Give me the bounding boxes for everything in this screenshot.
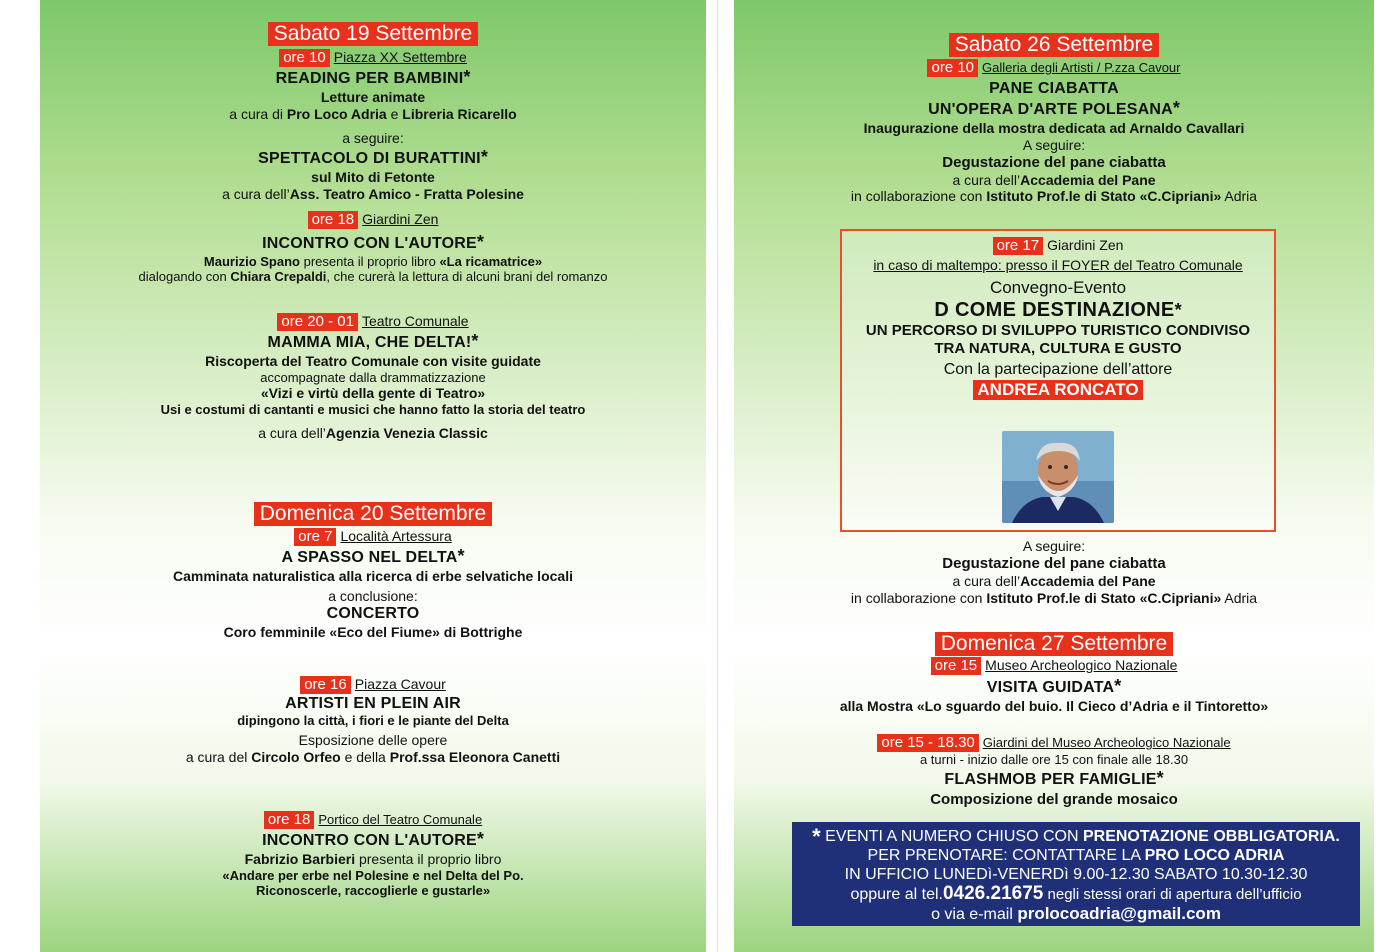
event-subtitle: TRA NATURA, CULTURA E GUSTO xyxy=(934,340,1182,358)
footer-line: PER PRENOTARE: CONTATTARE LA PRO LOCO ADRIA xyxy=(867,847,1285,864)
footer-hours: IN UFFICIO LUNEDì-VENERDì 9.00-12.30 SABATO 10.30-12.30 xyxy=(844,866,1308,883)
sat19-event2 xyxy=(40,210,706,285)
booking-asterisk: * xyxy=(457,546,465,567)
event-place: Galleria degli Artisti / P.zza Cavour xyxy=(982,60,1181,75)
event-title: ARTISTI EN PLEIN AIR xyxy=(285,695,461,713)
booking-asterisk: * xyxy=(476,829,484,850)
event-collaboration: in collaborazione con Istituto Prof.le di Stato «C.Cipriani» Adria xyxy=(850,188,1258,205)
event-time: ore 20 - 01 xyxy=(277,313,358,331)
booking-asterisk: * xyxy=(476,232,484,253)
event-place: Giardini del Museo Archeologico Nazionale xyxy=(982,735,1231,750)
event-description: Maurizio Spano presenta il proprio libro «La ricamatrice» xyxy=(203,253,543,269)
event-alt-location: in caso di maltempo: presso il FOYER del Teatro Comunale xyxy=(873,257,1243,274)
event-title: D COME DESTINAZIONE xyxy=(934,299,1175,322)
event-organizer: a cura dell’Ass. Teatro Amico - Fratta Polesine xyxy=(222,185,524,202)
booking-asterisk: * xyxy=(471,331,479,352)
booking-asterisk: * xyxy=(1172,98,1180,119)
event-description: a turni - inizio dalle ore 15 con finale alle 18.30 xyxy=(919,752,1189,768)
event-organizer: a cura del Circolo Orfeo e della Prof.ssa Eleonora Canetti xyxy=(185,748,561,765)
event-description: accompagnate dalla drammatizzazione xyxy=(260,369,486,385)
event-place: Giardini Zen xyxy=(1047,237,1124,253)
event-organizer: a cura di Pro Loco Adria e Libreria Ricarello xyxy=(229,105,517,122)
event-description: Fabrizio Barbieri presenta il proprio libro xyxy=(244,850,502,867)
event-followup: A seguire: xyxy=(1022,136,1086,153)
event-title: INCONTRO CON L'AUTORE xyxy=(262,832,477,850)
event-description: Degustazione del pane ciabatta xyxy=(942,153,1166,171)
sat26-after xyxy=(734,538,1374,606)
event-description: «Vizi e virtù della gente di Teatro» xyxy=(260,385,486,402)
event-time: ore 15 - 18.30 xyxy=(877,734,978,752)
event-place: Giardini Zen xyxy=(362,211,439,227)
event-time: ore 7 xyxy=(294,528,336,546)
booking-info-banner xyxy=(792,822,1360,926)
day-heading: Domenica 20 Settembre xyxy=(254,502,492,526)
sun27-event2 xyxy=(734,733,1374,809)
event-organizer: a cura dell’Agenzia Venezia Classic xyxy=(258,424,488,441)
event-place: Teatro Comunale xyxy=(361,313,469,329)
event-place: Località Artessura xyxy=(340,528,452,544)
event-kind: Convegno-Evento xyxy=(989,277,1127,297)
event-time: ore 10 xyxy=(927,59,978,77)
event-title: READING PER BAMBINI xyxy=(275,70,464,88)
booking-asterisk: * xyxy=(463,67,471,88)
event-followup: a conclusione: xyxy=(328,587,418,604)
event-title: A SPASSO NEL DELTA xyxy=(281,549,458,567)
event-time: ore 17 xyxy=(993,237,1044,255)
guest-name: ANDREA RONCATO xyxy=(973,380,1142,400)
sun20-event1 xyxy=(40,502,706,640)
actor-photo xyxy=(1002,431,1114,523)
day-heading: Sabato 19 Settembre xyxy=(268,22,478,46)
sun27-event1 xyxy=(734,632,1374,715)
event-subtitle: sul Mito di Fetonte xyxy=(311,168,435,185)
footer-email: o via e-mail prolocoadria@gmail.com xyxy=(931,904,1221,923)
event-time: ore 18 xyxy=(308,211,359,229)
booking-asterisk: * xyxy=(1174,300,1182,321)
sat19-event3 xyxy=(40,312,706,441)
sun20-event3 xyxy=(40,810,706,899)
day-heading: Sabato 26 Settembre xyxy=(949,33,1159,57)
event-description: Esposizione delle opere xyxy=(298,731,448,748)
event-followup: a seguire: xyxy=(342,130,404,147)
event-description: Degustazione del pane ciabatta xyxy=(942,554,1166,572)
event-time: ore 10 xyxy=(279,49,330,67)
booking-asterisk: * xyxy=(1114,676,1122,697)
event-description: Riscoperta del Teatro Comunale con visite guidate xyxy=(205,352,541,369)
event-title: PANE CIABATTA xyxy=(989,80,1119,98)
day-heading: Domenica 27 Settembre xyxy=(935,632,1173,656)
event-description: Coro femminile «Eco del Fiume» di Bottrighe xyxy=(223,623,523,640)
event-description: Riconoscerle, raccoglierle e gustarle» xyxy=(255,883,491,899)
event-description: Camminata naturalistica alla ricerca di erbe selvatiche locali xyxy=(173,567,573,584)
event-time: ore 18 xyxy=(264,811,315,829)
event-place: Piazza Cavour xyxy=(354,676,446,692)
event-guest-intro: Con la partecipazione dell’attore xyxy=(943,361,1173,379)
sat26-event1 xyxy=(734,33,1374,205)
event-time: ore 16 xyxy=(300,676,351,694)
event-title: FLASHMOB PER FAMIGLIE xyxy=(944,770,1157,788)
event-subtitle: Letture animate xyxy=(320,88,426,105)
footer-line: * EVENTI A NUMERO CHIUSO CON PRENOTAZIONE OBBLIGATORIA. xyxy=(812,824,1340,849)
event-title: CONCERTO xyxy=(326,605,420,623)
fold-line xyxy=(717,0,718,952)
booking-asterisk: * xyxy=(480,147,488,168)
page-fold xyxy=(712,0,728,952)
event-description: alla Mostra «Lo sguardo del buio. Il Cieco d’Adria e il Tintoretto» xyxy=(839,697,1269,714)
event-time: ore 15 xyxy=(931,657,982,675)
event-title: MAMMA MIA, CHE DELTA! xyxy=(267,334,472,352)
event-collaboration: in collaborazione con Istituto Prof.le di Stato «C.Cipriani» Adria xyxy=(850,589,1258,606)
event-description: Composizione del grande mosaico xyxy=(930,791,1178,809)
booking-asterisk: * xyxy=(1156,767,1164,788)
event-title: SPETTACOLO DI BURATTINI xyxy=(258,150,481,168)
event-description: Inaugurazione della mostra dedicata ad Arnaldo Cavallari xyxy=(863,119,1245,136)
event-place: Portico del Teatro Comunale xyxy=(318,812,483,827)
sun20-event2 xyxy=(40,675,706,766)
event-description: Usi e costumi di cantanti e musici che hanno fatto la storia del teatro xyxy=(160,401,586,417)
footer-phone: oppure al tel.0426.21675 negli stessi orari di apertura dell’ufficio xyxy=(850,883,1302,904)
left-page xyxy=(40,0,706,952)
event-description: dipingono la città, i fiori e le piante del Delta xyxy=(237,713,509,729)
event-organizer: a cura dell’Accademia del Pane xyxy=(952,171,1156,188)
event-place: Piazza XX Settembre xyxy=(333,49,467,65)
event-followup: A seguire: xyxy=(1022,538,1086,554)
event-title: INCONTRO CON L'AUTORE xyxy=(262,235,477,253)
sat19-event1 xyxy=(40,22,706,202)
event-organizer: a cura dell’Accademia del Pane xyxy=(952,572,1156,589)
event-place: Museo Archeologico Nazionale xyxy=(985,657,1178,673)
event-title: UN'OPERA D'ARTE POLESANA xyxy=(928,101,1173,119)
right-page xyxy=(734,0,1374,952)
event-description: «Andare per erbe nel Polesine e nel Delta del Po. xyxy=(222,867,524,883)
featured-event-box xyxy=(840,229,1276,532)
event-description: dialogando con Chiara Crepaldi, che curerà la lettura di alcuni brani del romanzo xyxy=(138,269,608,285)
event-subtitle: UN PERCORSO DI SVILUPPO TURISTICO CONDIVISO xyxy=(865,322,1251,340)
event-title: VISITA GUIDATA xyxy=(986,679,1115,697)
